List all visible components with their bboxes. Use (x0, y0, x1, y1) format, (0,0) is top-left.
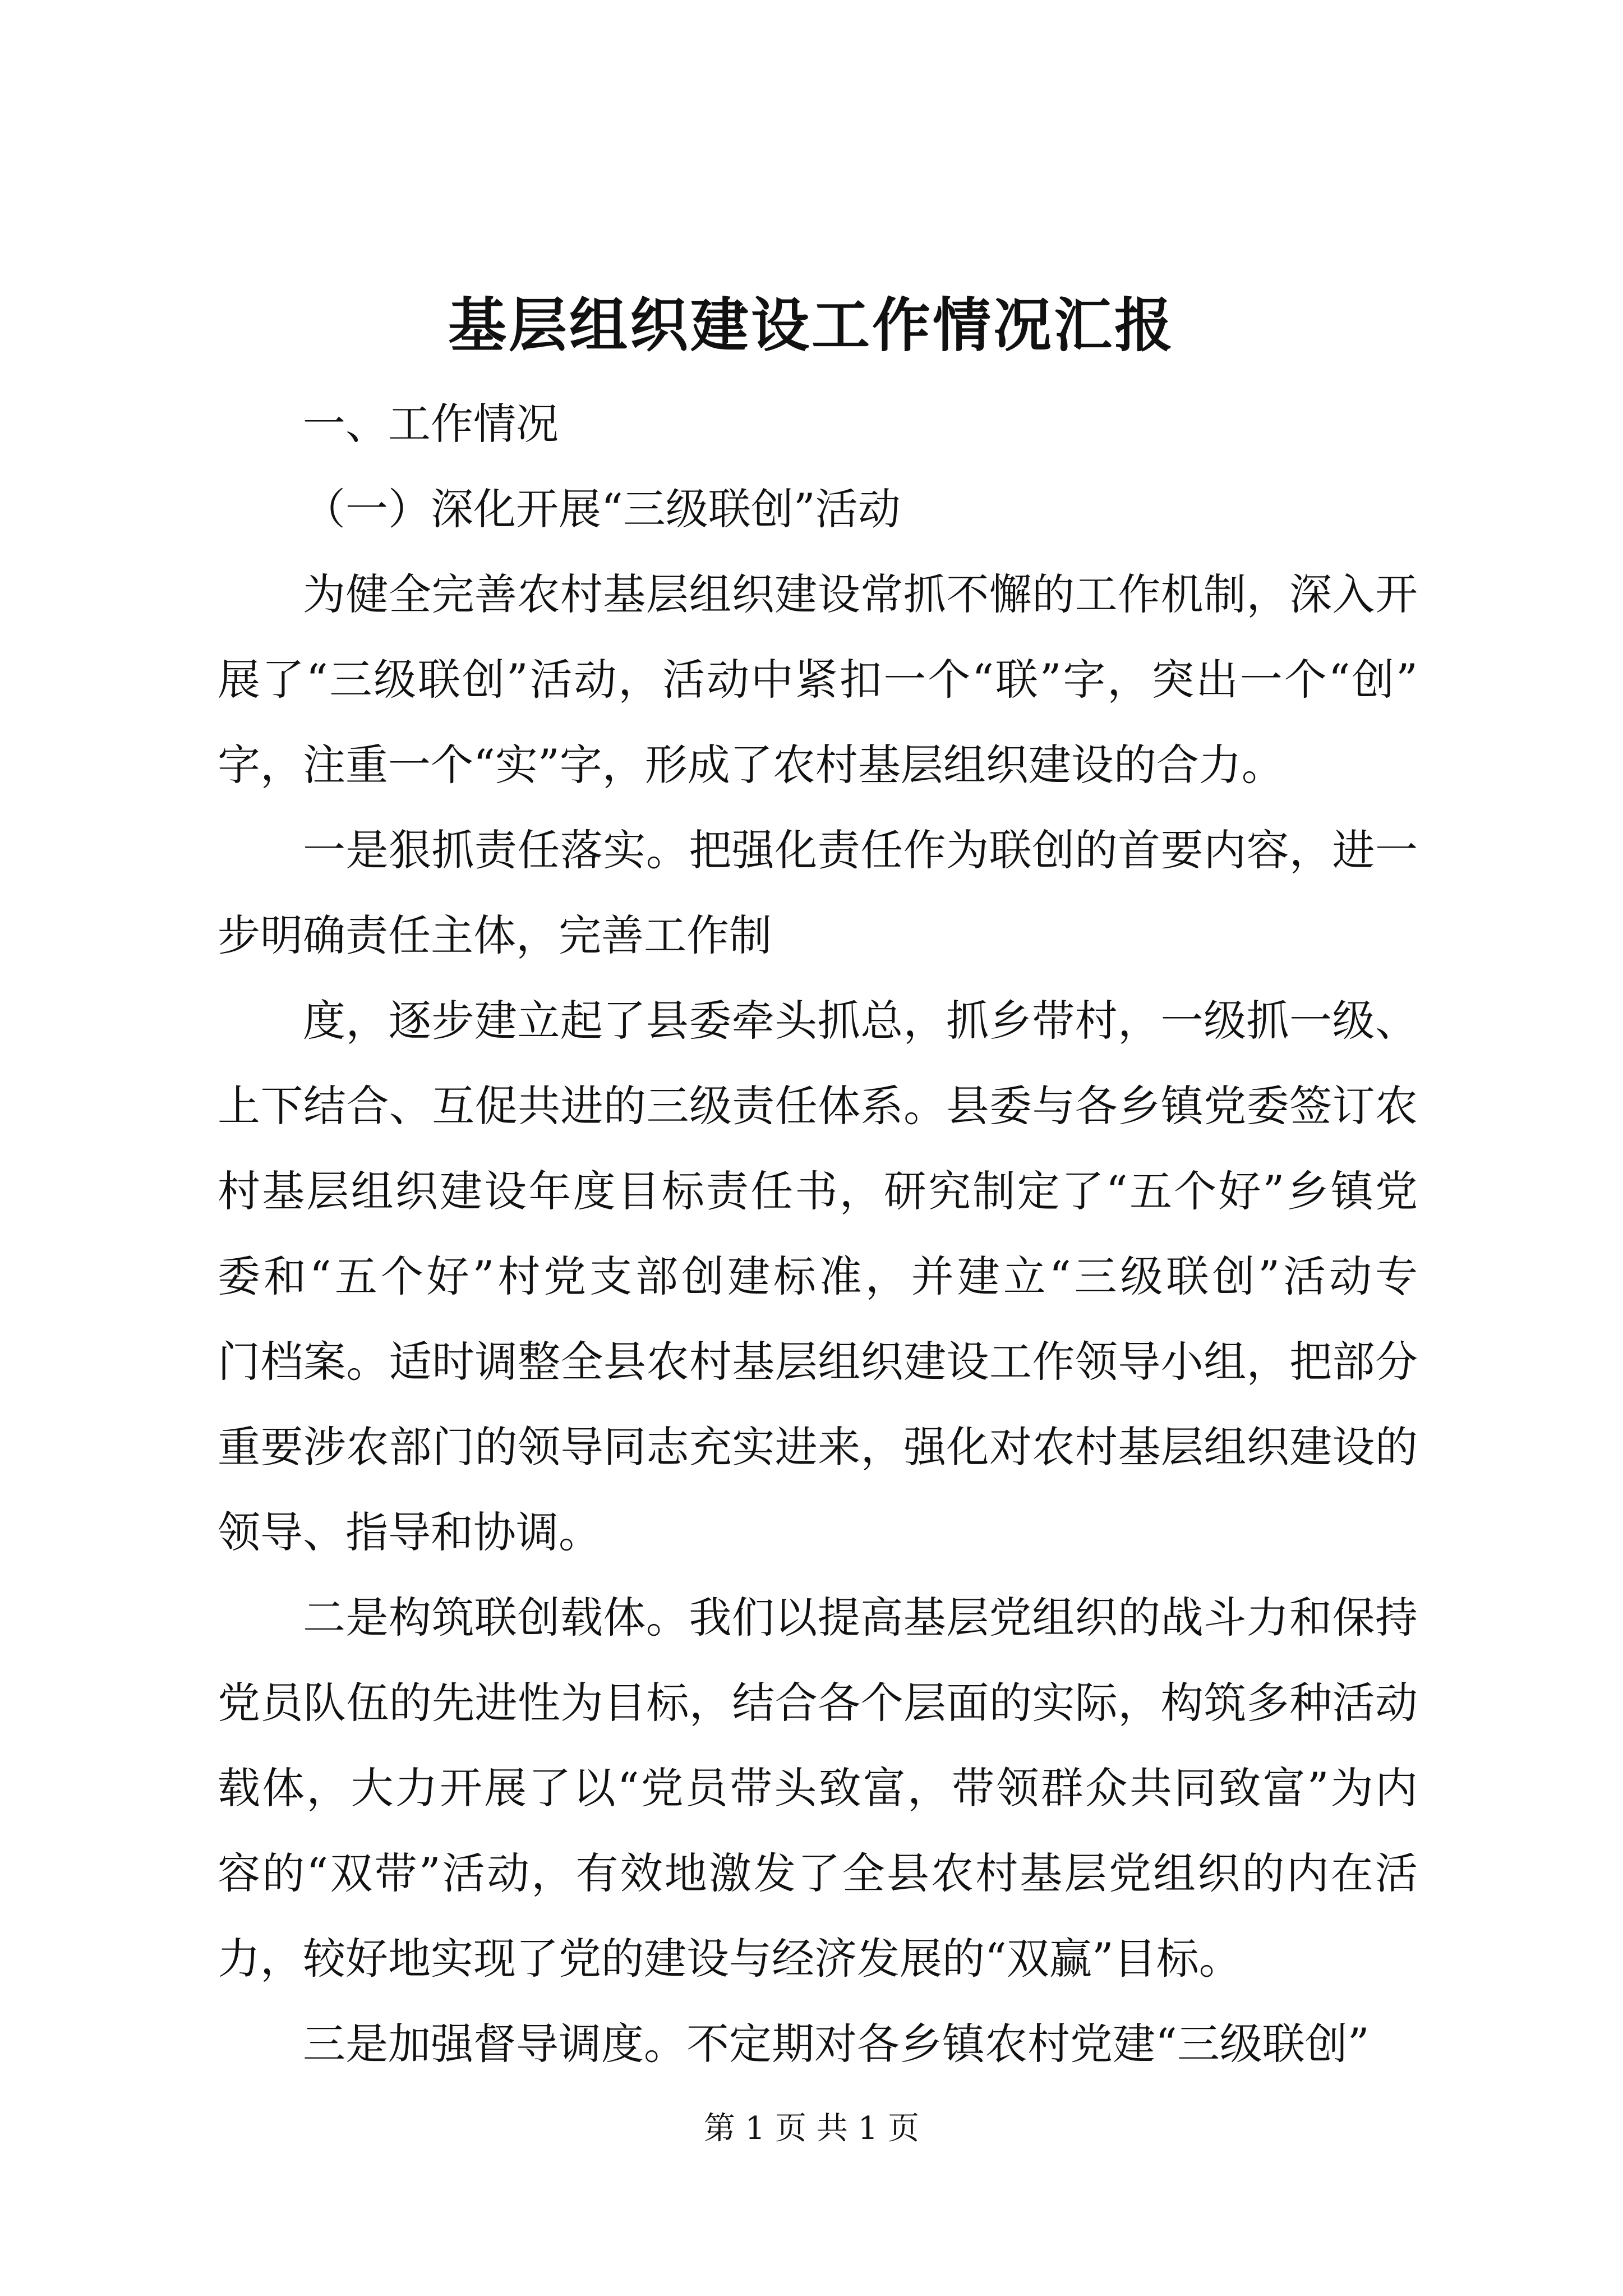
paragraph-line: 村基层组织建设年度目标责任书，研究制定了“五个好”乡镇党 (218, 1166, 1418, 1216)
document-body (218, 381, 1418, 2087)
paragraph-line: 委和“五个好”村党支部创建标准，并建立“三级联创”活动专 (218, 1251, 1418, 1301)
paragraph-line: 力，较好地实现了党的建设与经济发展的“双赢”目标。 (218, 1934, 1242, 1984)
paragraph-line: 上下结合、互促共进的三级责任体系。县委与各乡镇党委签订农 (218, 1081, 1418, 1131)
paragraph-line: 领导、指导和协调。 (218, 1507, 601, 1557)
paragraph-line: 载体，大力开展了以“党员带头致富，带领群众共同致富”为内 (218, 1763, 1418, 1813)
paragraph-line: 度，逐步建立起了县委牵头抓总，抓乡带村，一级抓一级、 (303, 996, 1418, 1046)
page-footer: 第 1 页 共 1 页 (703, 2110, 920, 2147)
paragraph-line: 步明确责任主体，完善工作制 (218, 910, 772, 960)
paragraph-line: 二是构筑联创载体。我们以提高基层党组织的战斗力和保持 (303, 1593, 1418, 1642)
paragraph-line: 容的“双带”活动，有效地激发了全县农村基层党组织的内在活 (218, 1848, 1418, 1898)
paragraph-line: 三是加强督导调度。不定期对各乡镇农村党建“三级联创” (303, 2019, 1370, 2069)
paragraph-line: 一是狠抓责任落实。把强化责任作为联创的首要内容，进一 (303, 825, 1418, 875)
paragraph-line: 字，注重一个“实”字，形成了农村基层组织建设的合力。 (218, 740, 1284, 790)
document-title: 基层组织建设工作情况汇报 (448, 291, 1175, 360)
paragraph-line: 为健全完善农村基层组织建设常抓不懈的工作机制，深入开 (303, 569, 1418, 619)
section-heading: 一、工作情况 (303, 399, 559, 449)
paragraph-line: 党员队伍的先进性为目标，结合各个层面的实际，构筑多种活动 (218, 1678, 1418, 1728)
paragraph-line: 重要涉农部门的领导同志充实进来，强化对农村基层组织建设的 (218, 1422, 1418, 1472)
paragraph-line: 展了“三级联创”活动，活动中紧扣一个“联”字，突出一个“创” (218, 655, 1418, 705)
paragraph-line: 门档案。适时调整全县农村基层组织建设工作领导小组，把部分 (218, 1337, 1418, 1387)
subsection-heading: （一）深化开展“三级联创”活动 (303, 484, 901, 534)
